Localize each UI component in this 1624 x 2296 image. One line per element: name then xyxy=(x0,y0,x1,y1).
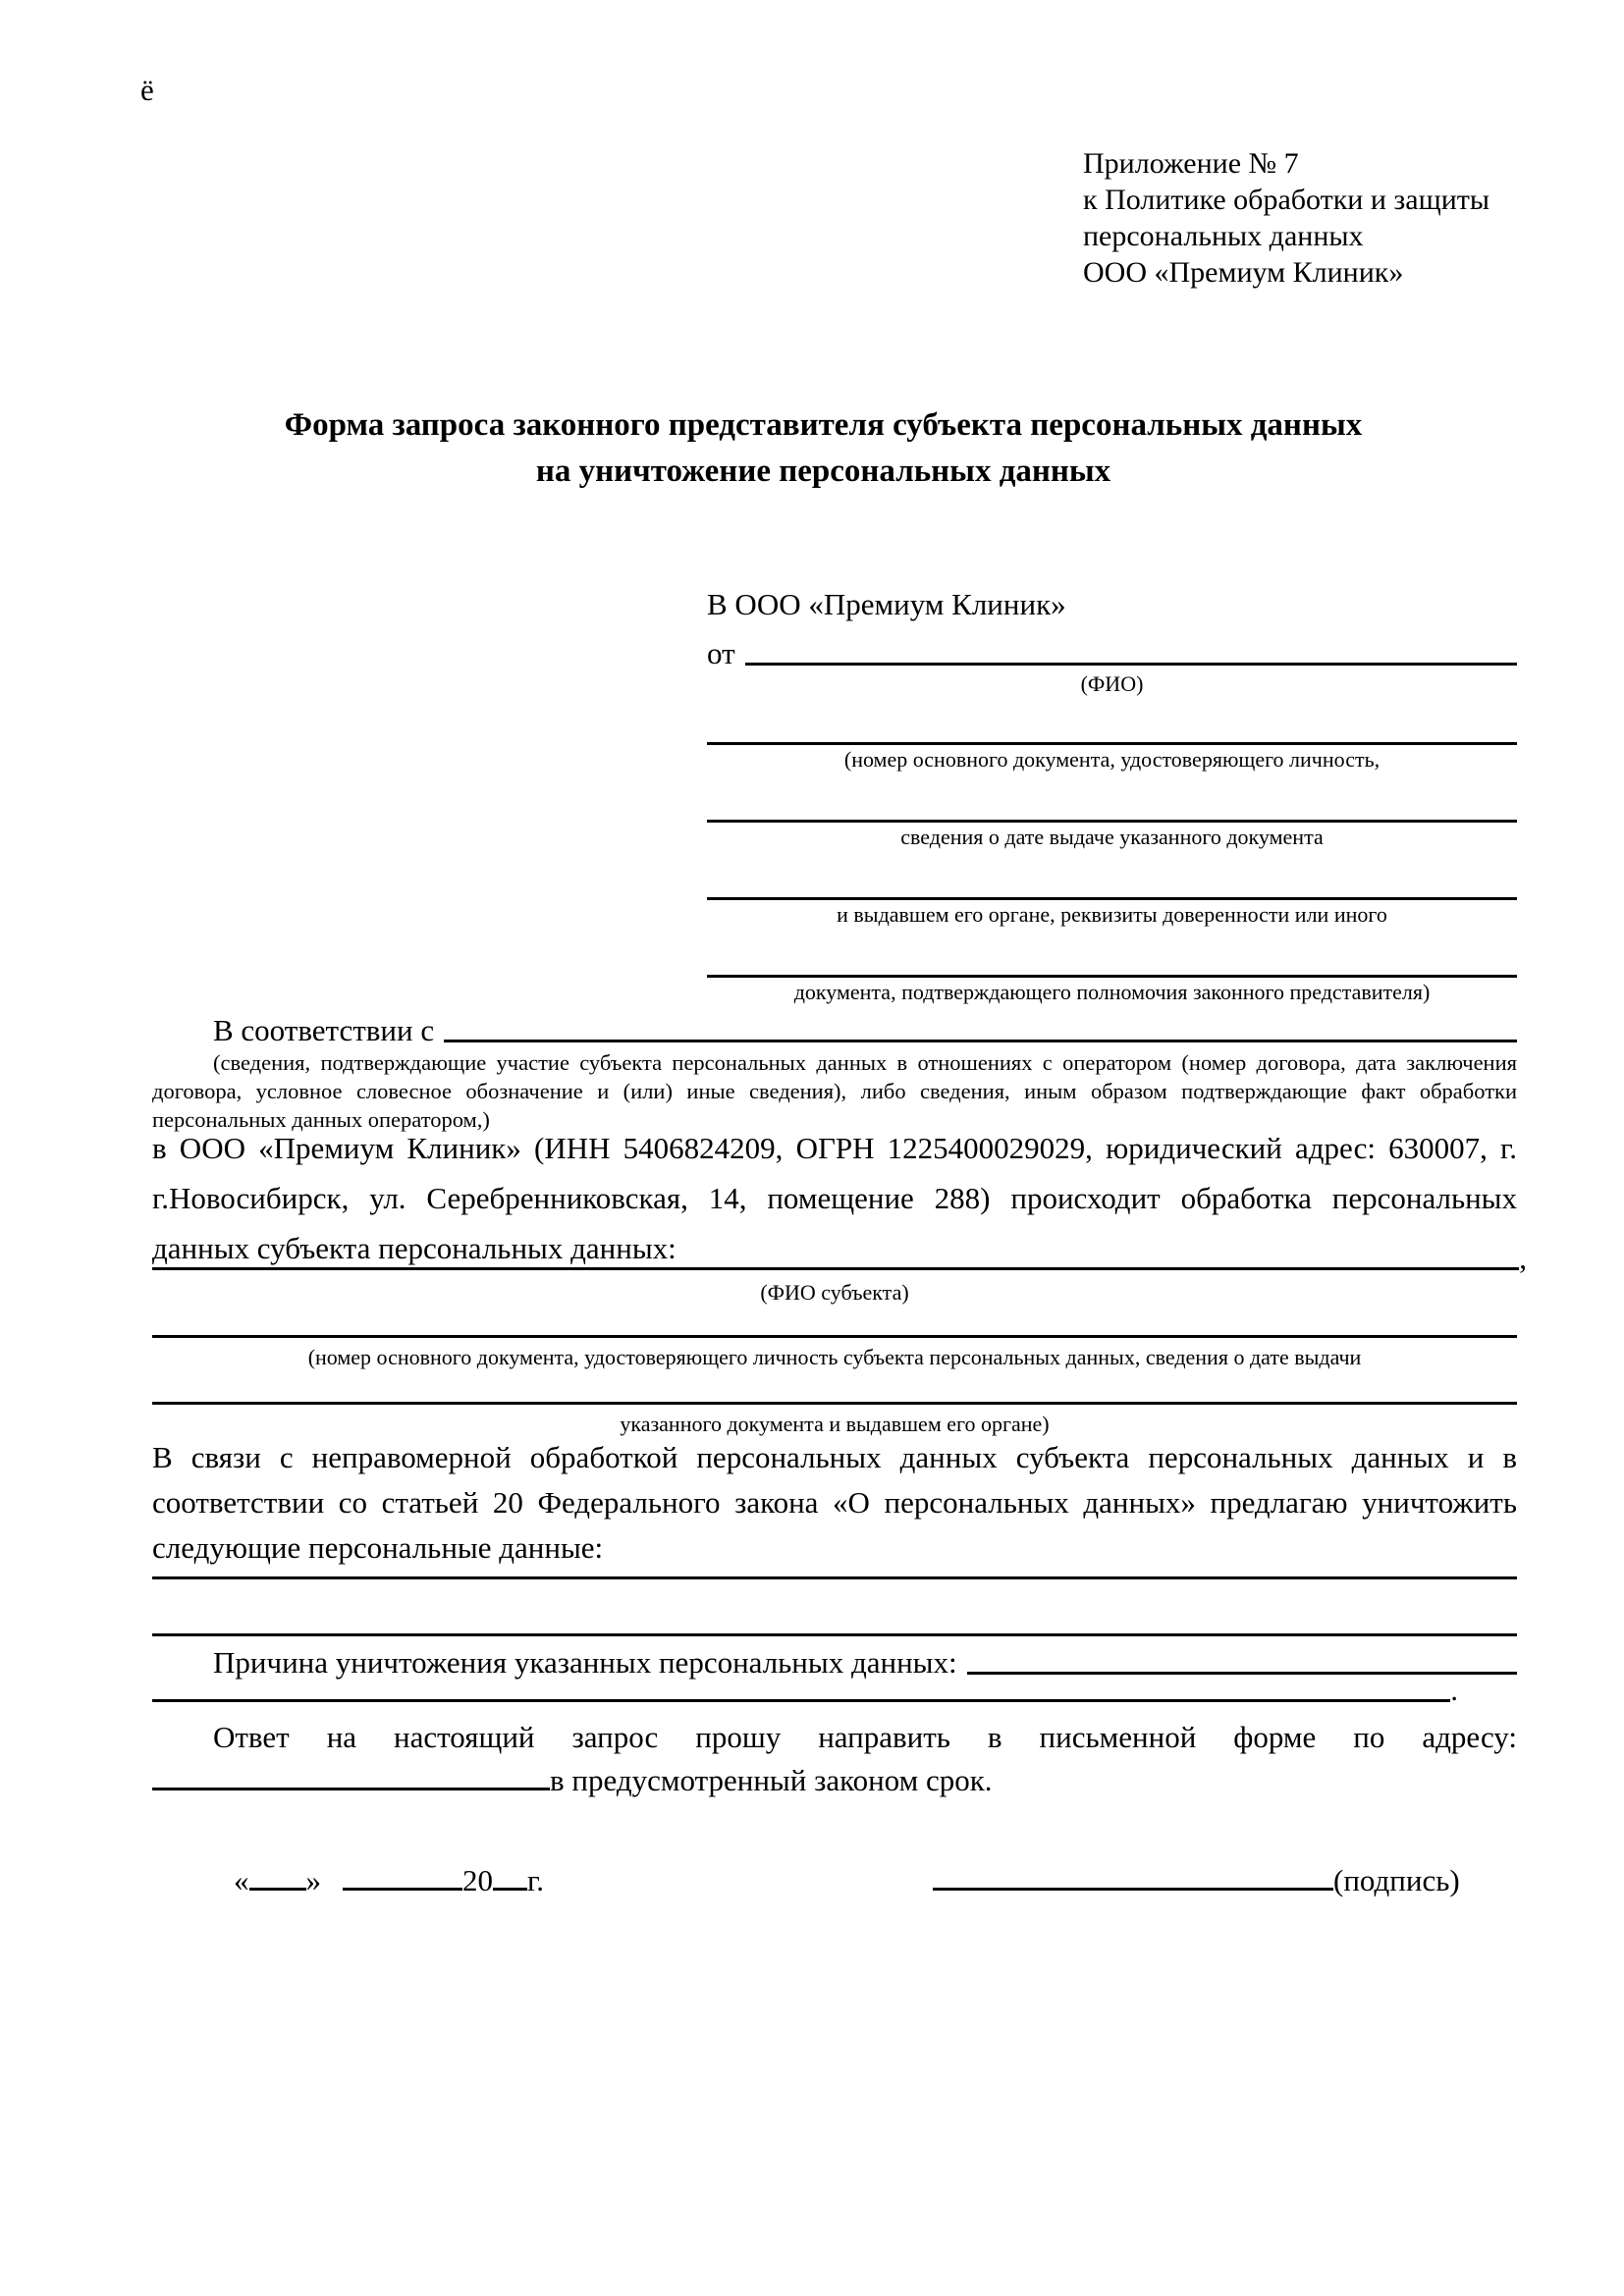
data-blank-line-1 xyxy=(152,1576,1517,1579)
doc-caption-1: (номер основного документа, удостоверяющего личность, xyxy=(843,747,1380,772)
subject-fio-line xyxy=(152,1235,1527,1276)
addressee-to: В ООО «Премиум Клиник» xyxy=(707,587,1066,621)
doc-blank-line-4 xyxy=(707,932,1517,978)
signature-line xyxy=(933,1863,1460,1898)
date-line xyxy=(234,1863,544,1898)
subject-doc-caption-2: указанного документа и выдавшем его органе) xyxy=(620,1412,1050,1436)
doc-caption-2: сведения о дате выдаче указанного документа xyxy=(900,825,1324,849)
answer-address-line xyxy=(152,1763,1517,1798)
subject-fio-blank xyxy=(152,1267,1519,1270)
address-blank xyxy=(152,1786,550,1790)
doc-blank-line-2 xyxy=(707,776,1517,823)
doc-caption-4: документа, подтверждающего полномочия законного представителя) xyxy=(793,980,1431,1004)
subject-fio-caption: (ФИО субъекта) xyxy=(760,1280,909,1305)
form-title-line-2: на уничтожение персональных данных xyxy=(535,454,1111,489)
data-blank-line-2 xyxy=(152,1633,1517,1636)
accordance-lead: В соответствии с xyxy=(213,1013,435,1047)
year-prefix: 20 xyxy=(462,1863,493,1897)
reason-continuation-line xyxy=(152,1671,1458,1708)
day-blank xyxy=(249,1886,306,1891)
form-title xyxy=(130,402,1517,495)
accordance-line xyxy=(152,1007,1517,1048)
appendix-line-1: Приложение № 7 xyxy=(1083,147,1299,180)
request-paragraph: В связи с неправомерной обработкой персональных данных субъекта персональных данных и в соответствии со статьей 20 Федерального закона «О персональных данных» предлагаю уничтожить следующие персональные данные: xyxy=(152,1440,1517,1565)
appendix-line-2: к Политике обработки и защиты xyxy=(1083,184,1490,216)
appendix-header xyxy=(1083,145,1535,291)
addressee-block xyxy=(707,587,1517,1009)
trailing-comma: , xyxy=(1519,1241,1527,1275)
signature-caption: (подпись) xyxy=(1333,1863,1460,1897)
from-label: от xyxy=(707,636,735,670)
quote-close: » xyxy=(305,1863,321,1897)
year-blank xyxy=(493,1886,527,1891)
accordance-blank xyxy=(444,1040,1517,1042)
appendix-line-4: ООО «Премиум Клиник» xyxy=(1083,256,1404,289)
answer-tail: в предусмотренный законом срок. xyxy=(550,1763,993,1797)
appendix-line-3: персональных данных xyxy=(1083,220,1364,252)
year-suffix: г. xyxy=(527,1863,544,1897)
doc-blank-line-3 xyxy=(707,854,1517,900)
month-blank xyxy=(343,1886,462,1891)
signature-blank xyxy=(933,1886,1333,1891)
fio-caption: (ФИО) xyxy=(1080,671,1144,696)
representative-fio-blank xyxy=(745,663,1517,666)
doc-blank-line-1 xyxy=(707,701,1517,745)
operator-paragraph: в ООО «Премиум Клиник» (ИНН 5406824209, ОГРН 1225400029029, юридический адрес: 630007, г. г.Новосибирск, ул. Серебренниковская, 14, помещение 288) происходит обработка персональных данных субъекта персональных данных: xyxy=(152,1131,1517,1265)
doc-caption-3: и выдавшем его органе, реквизиты доверенности или иного xyxy=(837,902,1387,927)
accordance-note: (сведения, подтверждающие участие субъекта персональных данных в отношениях с оператором (номер договора, дата заключения договора, условное словесное обозначение и (или) иные сведения), либо сведения, иным образом подтверждающие факт обработки персональных данных оператором,) xyxy=(152,1050,1517,1132)
subject-doc-caption-1: (номер основного документа, удостоверяющего личность субъекта персональных данных, сведения о дате выдачи xyxy=(307,1345,1362,1369)
form-title-line-1: Форма запроса законного представителя субъекта персональных данных xyxy=(284,407,1363,443)
stray-ye-char: ё xyxy=(140,73,154,107)
quote-open: « xyxy=(234,1863,249,1897)
answer-sentence: Ответ на настоящий запрос прошу направить в письменной форме по адресу: xyxy=(213,1720,1517,1754)
subject-doc-blank-2 xyxy=(152,1402,1517,1405)
subject-doc-blank-1 xyxy=(152,1335,1517,1338)
reason-label: Причина уничтожения указанных персональных данных: xyxy=(213,1645,957,1680)
reason-continuation-blank xyxy=(152,1699,1450,1702)
from-line xyxy=(707,628,1517,671)
trailing-period: . xyxy=(1450,1673,1458,1707)
